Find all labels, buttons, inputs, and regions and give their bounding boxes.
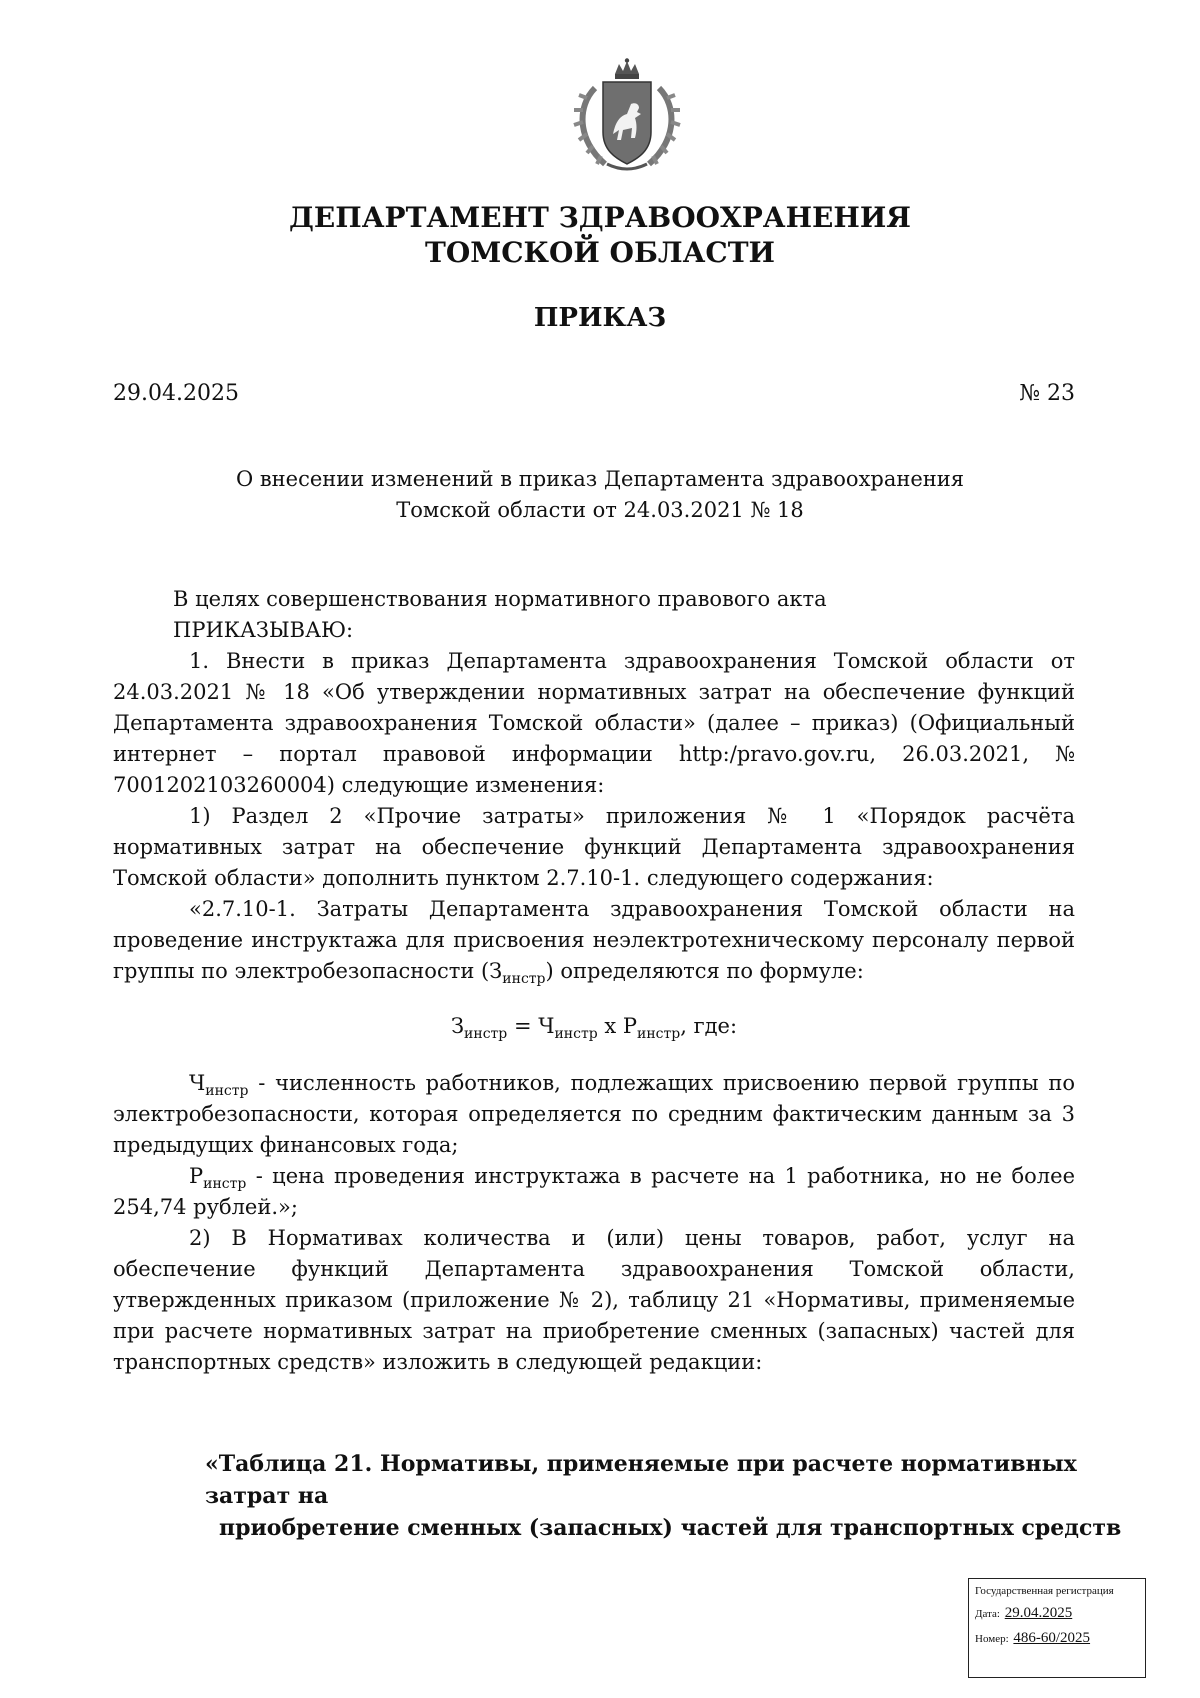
paragraph-2-7-10-1-start: «2.7.10-1. Затраты Департамента здравоохранения Томской области на проведение инструктажа для присвоения неэлектротехническому персоналу первой группы по электробезопасности (З xyxy=(113,897,1075,983)
registration-stamp xyxy=(968,1578,1146,1678)
definition-r-symbol: Р xyxy=(189,1164,204,1188)
subscript-instr: инстр xyxy=(502,971,546,988)
definition-ch-text: - численность работников, подлежащих присвоению первой группы по электробезопасности, которая определяется по средним фактическим данным за 3 предыдущих финансовых года; xyxy=(113,1071,1075,1157)
paragraph-2-7-10-1 xyxy=(113,894,1075,987)
formula-tail: , где: xyxy=(680,1014,738,1038)
definition-ch-instr xyxy=(113,1068,1075,1161)
formula-r: Р xyxy=(622,1014,638,1038)
formula-r-sub: инстр xyxy=(637,1026,681,1043)
table-21-title-line1: «Таблица 21. Нормативы, применяемые при расчете нормативных затрат на xyxy=(205,1451,1077,1509)
order-heading: ПРИКАЗ xyxy=(533,303,667,333)
registration-number-value: 486-60/2025 xyxy=(1013,1630,1091,1646)
table-21-title xyxy=(205,1448,1145,1544)
order-subject xyxy=(0,464,1200,526)
tomsk-coat-of-arms-icon xyxy=(565,58,689,176)
table-21-title-line2: приобретение сменных (запасных) частей для транспортных средств xyxy=(219,1515,1122,1541)
registration-number-label: Номер: xyxy=(975,1633,1009,1645)
definition-r-text: - цена проведения инструктажа в расчете на 1 работника, но не более 254,74 рублей.»; xyxy=(113,1164,1075,1219)
formula-ch: Ч xyxy=(538,1014,555,1038)
preamble: В целях совершенствования нормативного правового акта xyxy=(173,587,827,611)
order-subject-line2: Томской области от 24.03.2021 № 18 xyxy=(396,498,804,522)
paragraph-2-7-10-1-end: ) определяются по формуле: xyxy=(545,959,864,983)
formula-z-sub: инстр xyxy=(464,1026,508,1043)
department-title-line1: ДЕПАРТАМЕНТ ЗДРАВООХРАНЕНИЯ xyxy=(289,201,911,234)
order-body xyxy=(113,584,1075,1378)
order-date: 29.04.2025 xyxy=(113,381,239,406)
order-directive: ПРИКАЗЫВАЮ: xyxy=(173,618,354,642)
formula-x: х xyxy=(597,1014,623,1038)
definition-ch-sub: инстр xyxy=(205,1083,249,1100)
order-subject-line1: О внесении изменений в приказ Департамента здравоохранения xyxy=(235,467,965,491)
registration-date-label: Дата: xyxy=(975,1608,1000,1620)
registration-date-value: 29.04.2025 xyxy=(1004,1605,1073,1621)
registration-date-row xyxy=(975,1605,1141,1622)
order-number: № 23 xyxy=(1019,381,1075,406)
paragraph-1: 1. Внести в приказ Департамента здравоохранения Томской области от 24.03.2021 № 18 «Об утверждении нормативных затрат на обеспечение функций Департамента здравоохранения Томской области» (далее – приказ) (Официальный интернет – портал правовой информации http:/pravo.gov.ru, 26.03.2021, № 7001202103260004) следующие изменения: xyxy=(113,649,1075,797)
department-title-line2: ТОМСКОЙ ОБЛАСТИ xyxy=(424,236,776,269)
department-title xyxy=(0,200,1200,270)
definition-r-instr xyxy=(113,1161,1075,1223)
formula-ch-sub: инстр xyxy=(554,1026,598,1043)
formula-z: З xyxy=(450,1014,465,1038)
registration-heading: Государственная регистрация xyxy=(975,1585,1114,1597)
paragraph-2: 2) В Нормативах количества и (или) цены товаров, работ, услуг на обеспечение функций Департамента здравоохранения Томской области, утвержденных приказом (приложение № 2), таблицу 21 «Нормативы, применяемые при расчете нормативных затрат на приобретение сменных (запасных) частей для транспортных средств» изложить в следующей редакции: xyxy=(113,1226,1075,1374)
paragraph-1-1: 1) Раздел 2 «Прочие затраты» приложения № 1 «Порядок расчёта нормативных затрат на обеспечение функций Департамента здравоохранения Томской области» дополнить пунктом 2.7.10-1. следующего содержания: xyxy=(113,804,1075,890)
cost-formula xyxy=(113,1011,1075,1042)
definition-r-sub: инстр xyxy=(203,1176,247,1193)
definition-ch-symbol: Ч xyxy=(189,1071,206,1095)
formula-eq: = xyxy=(507,1014,539,1038)
registration-number-row xyxy=(975,1630,1141,1647)
